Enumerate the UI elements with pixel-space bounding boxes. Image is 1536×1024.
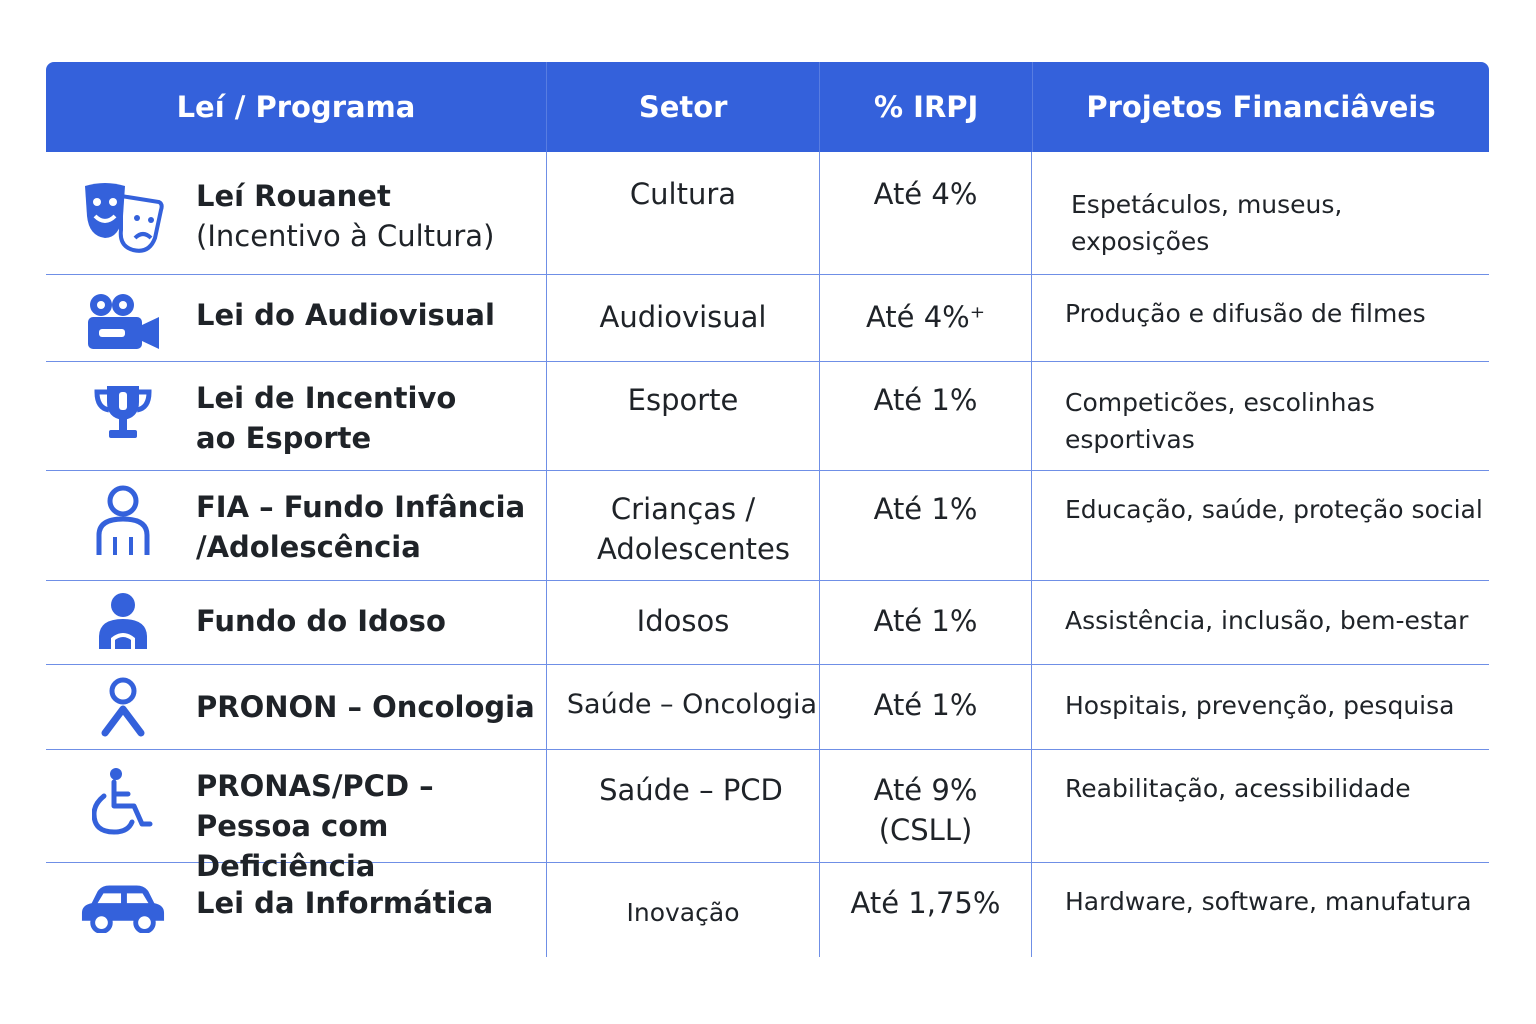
elderly-person-icon [80,591,166,651]
sector-cell [547,275,820,361]
projects-cell [1032,581,1489,664]
program-name: Lei do Audiovisual [196,298,495,332]
projects-cell [1032,863,1489,957]
program-name: Lei da Informática [196,886,494,920]
sector-cell [547,362,820,470]
irpj-value: Até 1,75% [850,886,1001,920]
sector-cell [547,750,820,862]
table-row [46,750,1489,883]
irpj-value: Até 1% [873,492,978,526]
projects-value: Produção e difusão de filmes [1065,299,1426,328]
projects-value: Educação, saúde, proteção social [1065,495,1483,524]
projects-value: Competicões, escolinhas esportivas [1065,388,1375,454]
projects-cell [1032,665,1489,749]
sector-value: Saúde – Oncologia [566,689,818,720]
sector-cell [547,152,820,274]
projects-value: Reabilitação, acessibilidade [1065,774,1411,803]
table-row [46,665,1489,750]
irpj-value: Até 4% [873,177,978,211]
sector-value: Crianças / Adolescentes [597,492,790,566]
sector-value: Inovação [626,898,740,927]
irpj-value: Até 1% [873,604,978,638]
table-row [46,863,1489,957]
projects-cell [1032,152,1489,274]
program-name: Lei de Incentivo [196,381,457,415]
header-sector: Setor [547,62,820,152]
sector-value: Esporte [627,383,739,417]
header-program: Leí / Programa [46,62,547,152]
program-cell [46,471,547,580]
program-subtitle: ao Esporte [196,421,372,455]
projects-cell [1032,750,1489,862]
sector-cell [547,471,820,580]
table-row [46,581,1489,665]
irpj-cell [820,863,1032,957]
irpj-value: Até 1% [873,688,978,722]
program-name: FIA – Fundo Infância [196,490,526,524]
projects-value: Hardware, software, manufatura [1065,887,1472,916]
table-header [46,62,1489,152]
irpj-cell [820,471,1032,580]
program-cell [46,863,547,957]
program-cell [46,665,547,749]
movie-camera-icon [80,291,166,353]
projects-cell [1032,471,1489,580]
header-irpj: % IRPJ [820,62,1033,152]
irpj-value: Até 4%⁺ [865,300,986,334]
sector-value: Saúde – PCD [599,773,783,807]
header-projects: Projetos Financiâveis [1086,90,1436,124]
theater-masks-icon [80,180,166,254]
irpj-cell [820,362,1032,470]
program-name: PRONON – Oncologia [196,690,535,724]
projects-cell [1032,275,1489,361]
program-subtitle: /Adolescência [196,530,421,564]
irpj-cell [820,152,1032,274]
table-row [46,152,1489,275]
irpj-value: Até 1% [873,383,978,417]
wheelchair-icon [80,766,166,838]
program-name: Leí Rouanet [196,179,391,213]
irpj-cell [820,581,1032,664]
sector-cell [547,665,820,749]
program-cell [46,581,547,664]
table-row [46,275,1489,362]
projects-value: Assistência, inclusão, bem-estar [1065,606,1469,635]
program-cell [46,750,547,883]
trophy-icon [80,382,166,442]
program-name: Fundo do Idoso [196,604,446,638]
sector-value: Idosos [636,604,730,638]
irpj-value: Até 9% (CSLL) [873,773,978,847]
irpj-cell [820,750,1032,862]
projects-cell [1032,362,1489,470]
sector-value: Audiovisual [599,300,767,334]
sector-cell [547,863,820,957]
car-icon [80,883,166,933]
sector-cell [547,581,820,664]
incentive-laws-table [46,62,1489,957]
program-cell [46,275,547,361]
projects-value: Hospitais, prevenção, pesquisa [1065,691,1455,720]
irpj-cell [820,665,1032,749]
projects-value: Espetáculos, museus, exposições [1071,190,1343,256]
irpj-cell [820,275,1032,361]
program-subtitle: (Incentivo à Cultura) [196,219,495,253]
program-name: PRONAS/PCD – [196,769,434,803]
cancer-ribbon-person-icon [80,677,166,737]
program-subtitle: Pessoa com Deficiência [196,809,389,883]
sector-value: Cultura [629,177,737,211]
table-row [46,362,1489,471]
table-row [46,471,1489,581]
child-icon [80,485,166,557]
program-cell [46,362,547,470]
program-cell [46,152,547,274]
